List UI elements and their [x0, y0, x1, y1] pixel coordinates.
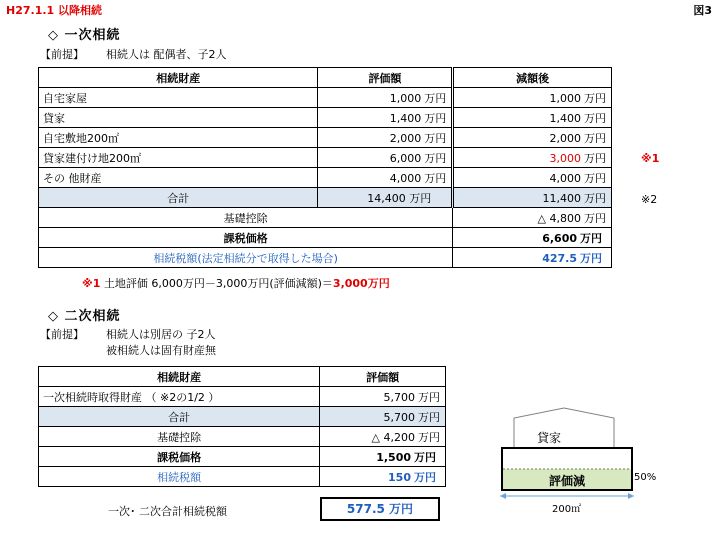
note-mark-2: ※2	[641, 193, 658, 206]
table-header-row	[39, 367, 446, 387]
asset-eval: 2,000 万円	[318, 128, 453, 148]
deduction-value: △ 4,800 万円	[453, 208, 612, 228]
footnote-1	[82, 275, 390, 291]
col-header-eval: 評価額	[318, 68, 453, 88]
taxable-value: 1,500 万円	[320, 447, 446, 467]
tax-row	[39, 467, 446, 487]
second-premise-line2: 被相続人は固有財産無	[106, 344, 216, 357]
asset-eval: 1,000 万円	[318, 88, 453, 108]
second-premise-line1: 相続人は別居の 子2人	[106, 328, 216, 341]
taxable-row	[39, 228, 612, 248]
percent-label: 50%	[634, 472, 657, 483]
asset-eval: 1,400 万円	[318, 108, 453, 128]
asset-after: 1,000 万円	[453, 88, 612, 108]
first-premise	[40, 46, 227, 62]
col-header-eval: 評価額	[320, 367, 446, 387]
asset-name: 自宅敷地200㎡	[39, 128, 318, 148]
total-row	[39, 407, 446, 427]
arrow-left-icon	[500, 493, 506, 499]
tax-value: 150 万円	[320, 467, 446, 487]
deduction-label: 基礎控除	[39, 427, 320, 447]
reduction-label: 評価減	[549, 474, 586, 488]
deduction-label: 基礎控除	[39, 208, 453, 228]
col-header-asset: 相続財産	[39, 68, 318, 88]
combined-tax-value: 577.5 万円	[320, 497, 440, 521]
taxable-row	[39, 447, 446, 467]
col-header-after: 減額後	[453, 68, 612, 88]
total-label: 合計	[39, 188, 318, 208]
footnote-mark: ※1	[82, 277, 101, 290]
tax-label: 相続税額	[39, 467, 320, 487]
asset-name: 一次相続時取得財産 （ ※2の1/2 ）	[39, 387, 320, 407]
tax-label: 相続税額(法定相続分で取得した場合)	[39, 248, 453, 268]
asset-eval: 4,000 万円	[318, 168, 453, 188]
asset-eval: 5,700 万円	[320, 387, 446, 407]
asset-eval: 6,000 万円	[318, 148, 453, 168]
asset-after: 4,000 万円	[453, 168, 612, 188]
total-label: 合計	[39, 407, 320, 427]
arrow-right-icon	[628, 493, 634, 499]
table-header-row	[39, 68, 612, 88]
taxable-value: 6,600 万円	[453, 228, 612, 248]
house-label: 貸家	[537, 431, 562, 445]
taxable-label: 課税価格	[39, 447, 320, 467]
table-row	[39, 88, 612, 108]
taxable-label: 課税価格	[39, 228, 453, 248]
footnote-result: 3,000万円	[332, 277, 390, 290]
tax-row	[39, 248, 612, 268]
figure-number: 図3	[693, 4, 712, 17]
first-premise-text: 相続人は 配偶者、子2人	[106, 48, 227, 61]
deduction-value: △ 4,200 万円	[320, 427, 446, 447]
second-inheritance-table	[38, 366, 446, 487]
second-inheritance-title: ◇ 二次相続	[48, 309, 121, 324]
first-inheritance-table	[38, 67, 612, 268]
asset-after: 2,000 万円	[453, 128, 612, 148]
deduction-row	[39, 208, 612, 228]
total-eval: 5,700 万円	[320, 407, 446, 427]
second-premise	[40, 326, 216, 342]
combined-tax-label: 一次･ 二次合計相続税額	[108, 505, 227, 518]
second-premise-label: 【前提】	[40, 328, 84, 341]
area-label: 200㎡	[552, 504, 582, 515]
total-eval: 14,400 万円	[318, 188, 453, 208]
deduction-row	[39, 427, 446, 447]
table-row	[39, 168, 612, 188]
first-premise-label: 【前提】	[40, 48, 84, 61]
table-row	[39, 387, 446, 407]
period-label: H27.1.1 以降相続	[6, 4, 103, 17]
table-row	[39, 108, 612, 128]
tax-value: 427.5 万円	[453, 248, 612, 268]
first-inheritance-title: ◇ 一次相続	[48, 28, 121, 43]
asset-name: 貸家	[39, 108, 318, 128]
table-row	[39, 128, 612, 148]
house-outline	[514, 408, 614, 448]
table-row	[39, 148, 612, 168]
note-mark-1: ※1	[641, 152, 660, 165]
col-header-asset: 相続財産	[39, 367, 320, 387]
asset-after: 1,400 万円	[453, 108, 612, 128]
footnote-text: 土地評価 6,000万円－3,000万円(評価減額)＝	[103, 277, 333, 290]
asset-name: 貸家建付け地200㎡	[39, 148, 318, 168]
total-row	[39, 188, 612, 208]
total-after: 11,400 万円	[453, 188, 612, 208]
asset-name: その 他財産	[39, 168, 318, 188]
asset-after: 3,000 万円	[453, 148, 612, 168]
asset-name: 自宅家屋	[39, 88, 318, 108]
